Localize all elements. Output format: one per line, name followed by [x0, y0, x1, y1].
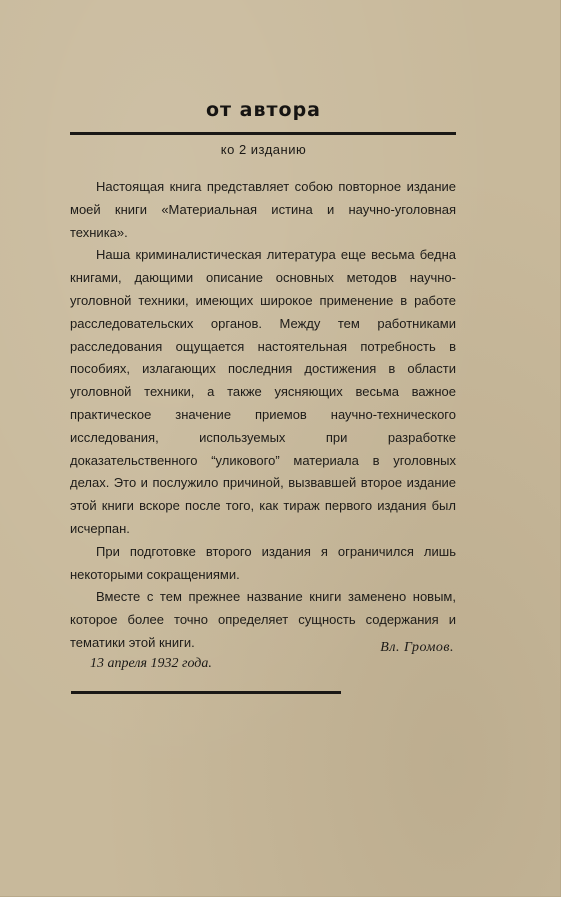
paragraph: При подготовке второго издания я ограничился лишь некоторыми сокращениями. — [70, 543, 456, 582]
preface-text — [70, 176, 456, 655]
preface-date: 13 апреля 1932 года. — [90, 656, 212, 671]
paragraph: Настоящая книга представляет собою повторное издание моей книги «Материальная истина и научно-уголовная техника». — [70, 179, 456, 240]
closing-rule — [71, 691, 341, 694]
paragraph: Вместе с тем прежнее название книги заменено новым, которое более точно определяет сущность содержания и тематики этой книги. — [70, 589, 456, 650]
edition-subheading: ко 2 изданию — [220, 142, 307, 157]
heading-rule — [70, 132, 456, 135]
page-heading: от автора — [205, 99, 321, 121]
paragraph: Наша криминалистическая литература еще весьма бедна книгами, дающими описание основных методов научно-уголовной техники, имеющих широкое применение в работе расследовательских органов. Между тем работниками расследования ощущается настоятельная потребность в пособиях, излагающих последния достижения в области уголовной техники, а также уясняющих весьма важное практическое значение приемов научно-технического исследования, используемых при разработке доказательственного “уликового” материала в уголовных делах. Это и послужило причиной, вызвавшей второе издание этой книги вскоре после того, как тираж первого издания был исчерпан. — [70, 247, 456, 536]
author-signature: Вл. Громов. — [380, 640, 454, 655]
